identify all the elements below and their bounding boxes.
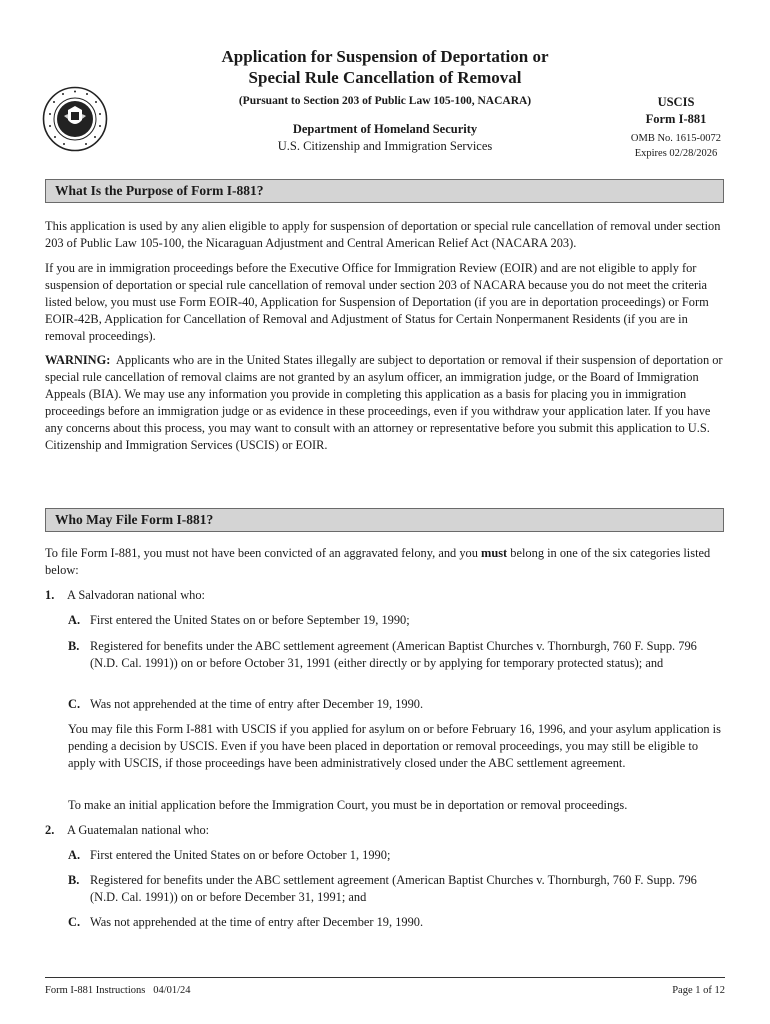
department-name: Department of Homeland Security [292,122,478,136]
warning-paragraph [45,352,725,454]
item-text: A Salvadoran national who: [67,588,205,602]
item-note: To make an initial application before the Immigration Court, you must be in deportation or removal proceedings. [68,798,628,812]
section-heading-purpose: What Is the Purpose of Form I-881? [45,179,724,203]
sub-item: A. First entered the United States on or before September 19, 1990; [68,613,410,627]
footer-form-info: Form I-881 Instructions 04/01/24 [45,985,191,996]
who-may-file-intro: To file Form I-881, you must not have been convicted of an aggravated felony, and you must belong in one of the six categories listed below: [45,546,711,577]
form-id-box [612,94,740,161]
form-number: Form I-881 [645,112,707,126]
purpose-paragraph-1: This application is used by any alien eligible to apply for suspension of deportation or special rule cancellation of removal under section 203 of Public Law 105-100, the Nicaraguan Adjustment and Central American Relief Act (NACARA 203). [45,219,721,250]
sub-item: C. Was not apprehended at the time of entry after December 19, 1990. [68,697,424,711]
item-note: You may file this Form I-881 with USCIS if you applied for asylum on or before February 16, 1996, and your asylum application is pending a decision by USCIS. Even if you have been placed in deportation or removal proceedings, you may still be eligible to apply with USCIS, if those proceedings have been administratively closed under the ABC settlement agreement. [68,722,721,770]
sub-item: B. Registered for benefits under the ABC settlement agreement (American Baptist Churches v. Thornburgh, 760 F. Supp. 796 (N.D. Cal. 1991)) on or before December 31, 1991; and [68,873,697,904]
page-number: Page 1 of 12 [672,985,725,996]
item-number: 2. [45,823,55,837]
item-text: A Guatemalan national who: [67,823,210,837]
form-title [150,46,620,88]
sub-item: C. Was not apprehended at the time of entry after December 19, 1990. [68,915,424,929]
sub-item: A. First entered the United States on or before October 1, 1990; [68,848,391,862]
omb-number: OMB No. 1615-0072 [630,133,722,144]
title-line-1: Application for Suspension of Deportation or [221,47,549,66]
item-number: 1. [45,588,55,602]
agency-name: U.S. Citizenship and Immigration Services [277,139,493,153]
sub-item: B. Registered for benefits under the ABC settlement agreement (American Baptist Churches v. Thornburgh, 760 F. Supp. 796 (N.D. Cal. 1991)) on or before October 31, 1991 (either directly or by applying for temporary protected status); and [68,639,697,670]
form-subtitle: (Pursuant to Section 203 of Public Law 105-100, NACARA) [238,95,532,107]
footer-divider [45,977,725,978]
expiration-date: Expires 02/28/2026 [634,148,718,159]
dhs-seal [42,86,108,152]
title-line-2: Special Rule Cancellation of Removal [248,68,522,87]
warning-label: WARNING: [45,353,111,367]
purpose-paragraph-2: If you are in immigration proceedings before the Executive Office for Immigration Review (EOIR) and are not eligible to apply for suspension of deportation or special rule cancellation of removal under section 203 of NACARA because you do not meet the criteria listed below, you must use Form EOIR-40, Application for Suspension of Deportation (if you are in deportation proceedings) or Form EOIR-42B, Application for Cancellation of Removal and Adjustment of Status for Certain Nonpermanent Residents (if you are in removal proceedings). [45,261,709,343]
warning-text: Applicants who are in the United States illegally are subject to deportation or removal if their suspension of deportation or special rule cancellation of removal claims are not granted by an asylum officer, an immigration judge, or the Board of Immigration Appeals (BIA). We may use any information you provide in completing this application as a basis for placing you in immigration proceedings before an immigration judge or as evidence in these proceedings, even if you withdraw your application later. If you have any concerns about this process, you may want to consult with an attorney or representative before you submit this application to U.S. Citizenship and Immigration Services (USCIS) or EOIR. [45,353,723,452]
section-heading-who-may-file: Who May File Form I-881? [45,508,724,532]
agency-abbreviation: USCIS [657,95,695,109]
